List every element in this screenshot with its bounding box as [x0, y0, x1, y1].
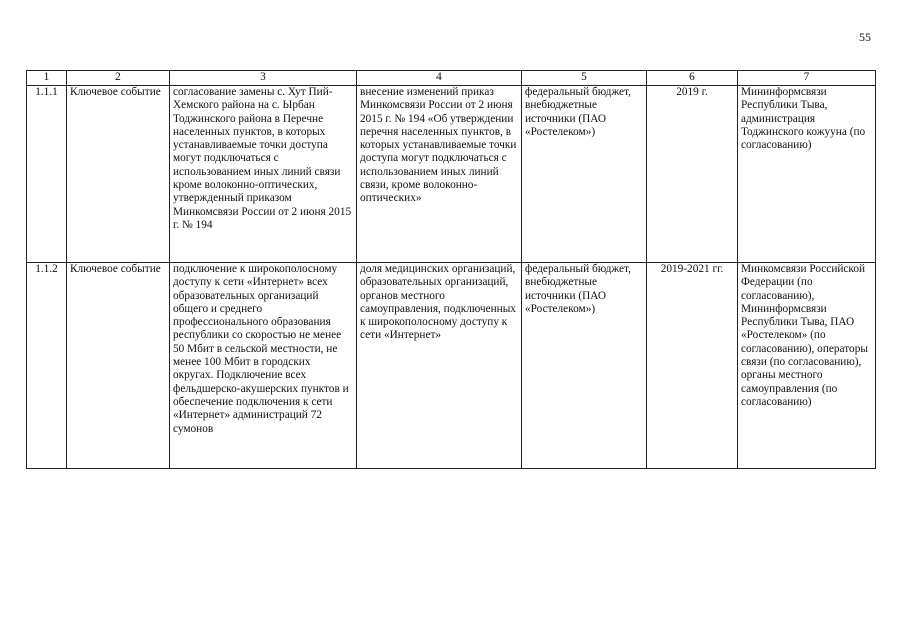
header-col-5: 5 — [522, 71, 647, 86]
row-number: 1.1.2 — [27, 263, 67, 469]
event-description: подключение к широкополосному доступу к сети «Интернет» всех образовательных организаций общего и среднего профессионального образования республики со скоростью не менее 50 Мбит в сельской местности, не менее 100 Мбит в городских округах. Подключение всех фельдшерско-акушерских пунктов и обеспечение подключения к сети «Интернет» администраций 72 сумонов — [170, 263, 357, 469]
funding-source: федеральный бюджет, внебюджетные источники (ПАО «Ростелеком») — [522, 86, 647, 263]
event-type: Ключевое событие — [67, 263, 170, 469]
event-year: 2019 г. — [647, 86, 738, 263]
header-col-7: 7 — [738, 71, 876, 86]
event-type: Ключевое событие — [67, 86, 170, 263]
header-col-1: 1 — [27, 71, 67, 86]
event-result: внесение изменений приказ Минкомсвязи России от 2 июня 2015 г. № 194 «Об утверждении перечня населенных пунктов, в которых устанавливаемые точки доступа могут подключаться с использованием иных линий связи, кроме волоконно-оптических» — [357, 86, 522, 263]
event-year: 2019-2021 гг. — [647, 263, 738, 469]
measures-table — [26, 70, 876, 469]
responsible-parties: Минкомсвязи Российской Федерации (по согласованию), Мининформсвязи Республики Тыва, ПАО «Ростелеком» (по согласованию), операторы связи (по согласованию), органы местного самоуправления (по согласованию) — [738, 263, 876, 469]
header-col-2: 2 — [67, 71, 170, 86]
header-col-4: 4 — [357, 71, 522, 86]
table-row — [27, 86, 876, 263]
header-row — [27, 71, 876, 86]
event-result: доля медицинских организаций, образовательных организаций, органов местного самоуправления, подключенных к широкополосному доступу к сети «Интернет» — [357, 263, 522, 469]
header-col-3: 3 — [170, 71, 357, 86]
event-description: согласование замены с. Хут Пий-Хемского района на с. Ырбан Тоджинского района в Перечне населенных пунктов, в которых устанавливаемые точки доступа могут подключаться с использованием иных линий связи кроме волоконно-оптических, утвержденный приказом Минкомсвязи России от 2 июня 2015 г. № 194 — [170, 86, 357, 263]
header-col-6: 6 — [647, 71, 738, 86]
funding-source: федеральный бюджет, внебюджетные источники (ПАО «Ростелеком») — [522, 263, 647, 469]
table-row — [27, 263, 876, 469]
row-number: 1.1.1 — [27, 86, 67, 263]
responsible-parties: Мининформсвязи Республики Тыва, администрация Тоджинского кожууна (по согласованию) — [738, 86, 876, 263]
page-number: 55 — [859, 30, 871, 44]
